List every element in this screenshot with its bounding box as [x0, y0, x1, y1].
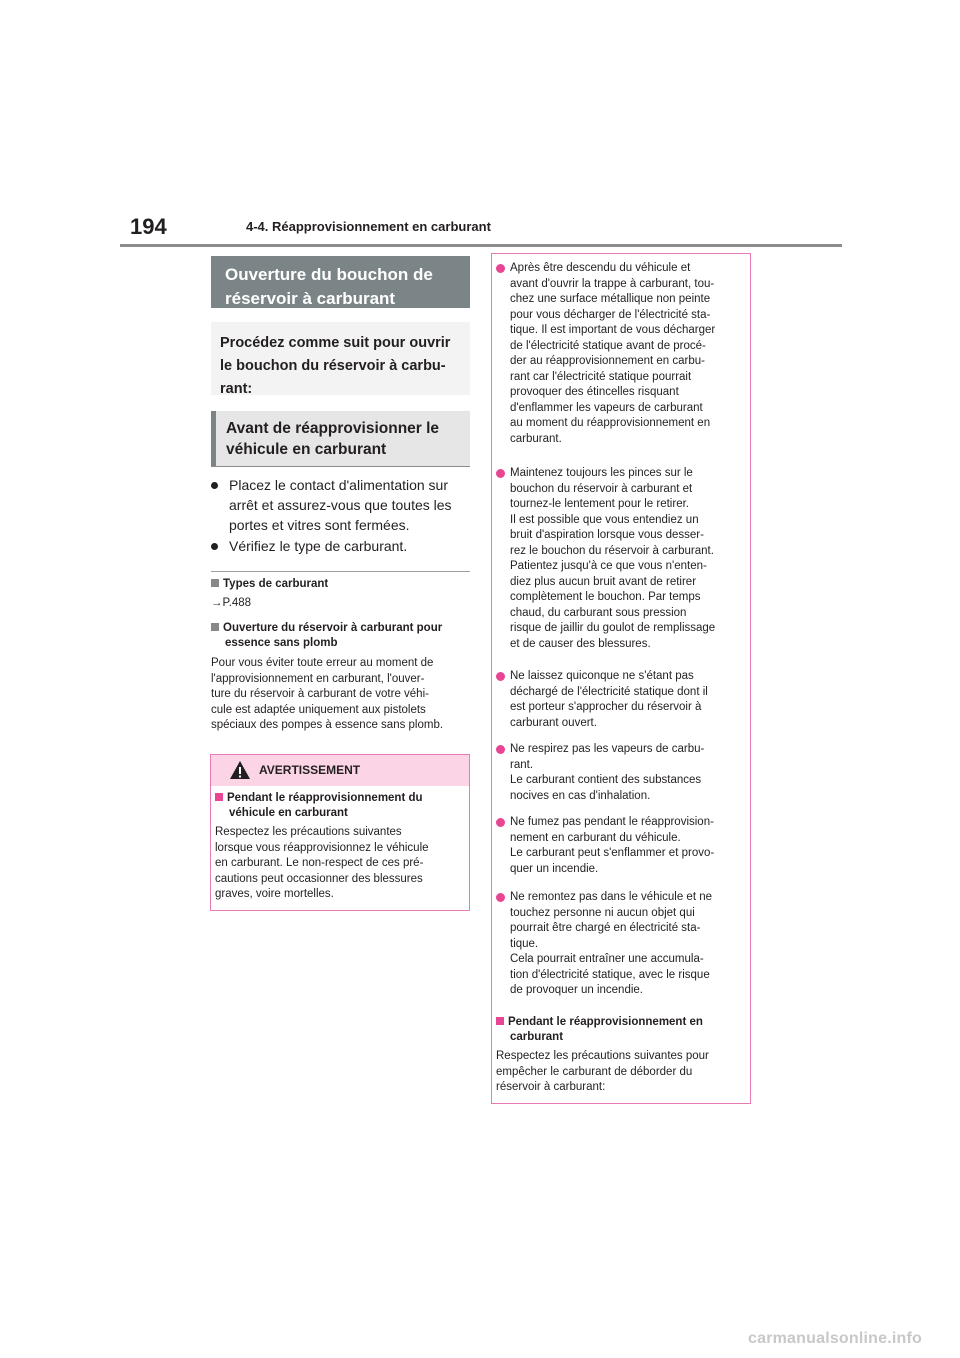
text-line: Ne laissez quiconque ne s'étant pas: [510, 670, 694, 682]
heading-ouverture-bouchon: [211, 256, 470, 308]
subheading-ouverture-reservoir: [211, 621, 473, 651]
bullet-dot-icon: [496, 672, 505, 681]
warning-subheading: [496, 1015, 748, 1045]
warning-list-item: [496, 815, 748, 877]
page-number: 194: [130, 214, 167, 239]
text-line: nement en carburant du véhicule.: [510, 831, 681, 844]
text-line: Respectez les précautions suivantes pour: [496, 1050, 709, 1062]
bullet-dot-icon: [496, 469, 505, 478]
bullet-line: Placez le contact d'alimentation sur: [229, 477, 449, 493]
text-line: quer un incendie.: [510, 862, 599, 875]
text-line: bruit d'aspiration lorsque vous desser-: [510, 529, 704, 541]
text-line: empêcher le carburant de déborder du: [496, 1065, 693, 1078]
text-line: risque de jaillir du goulot de remplissage: [510, 622, 716, 634]
section-title: 4-4. Réapprovisionnement en carburant: [246, 219, 491, 234]
text-line: tique. Il est important de vous décharger: [510, 324, 716, 336]
text-line: en carburant. Le non-respect de ces pré-: [215, 857, 424, 869]
bullet-dot-icon: [496, 818, 505, 827]
warning-paragraph: [215, 825, 467, 903]
subheading-text: Pendant le réapprovisionnement du: [227, 792, 423, 804]
text-line: carburant.: [510, 432, 562, 445]
warning-subheading: [215, 791, 465, 821]
divider: [211, 466, 470, 467]
text-line: Le carburant contient des substances: [510, 774, 702, 786]
intro-box: [211, 322, 470, 395]
text-line: tournez-le lentement pour le retirer.: [510, 498, 689, 510]
text-line: cule est adaptée uniquement aux pistolets: [211, 703, 426, 716]
warning-paragraph: [496, 1049, 748, 1096]
square-bullet-icon: [211, 623, 219, 631]
square-bullet-icon: [496, 1017, 504, 1025]
warning-list-item: [496, 669, 748, 731]
header-rule: [120, 244, 842, 247]
warning-banner: [211, 755, 469, 786]
bullet-line: arrêt et assurez-vous que toutes les: [229, 497, 452, 513]
subheading-text: essence sans plomb: [225, 637, 338, 649]
text-line: Respectez les précautions suivantes: [215, 826, 402, 838]
text-line: touchez personne ni aucun objet qui: [510, 906, 695, 919]
subheading-types-carburant: [211, 577, 473, 592]
intro-line: Procédez comme suit pour ouvrir: [220, 335, 451, 351]
paragraph-ouverture: [211, 656, 473, 734]
text-line: rez le bouchon du réservoir à carburant.: [510, 544, 714, 557]
text-line: est porteur s'approcher du réservoir à: [510, 701, 702, 713]
subheading-text: Pendant le réapprovisionnement en: [508, 1016, 703, 1028]
page-reference-link[interactable]: →P.488: [211, 597, 252, 609]
watermark: carmanualsonline.info: [748, 1330, 923, 1347]
warning-list-item: [496, 890, 748, 999]
bullet-dot-icon: [496, 745, 505, 754]
text-line: Le carburant peut s'enflammer et provo-: [510, 847, 715, 859]
text-line: de l'électricité statique avant de procé-: [510, 339, 706, 352]
text-line: ture du réservoir à carburant de votre véhi-: [211, 688, 429, 700]
square-bullet-icon: [215, 793, 223, 801]
text-line: cautions peut occasionner des blessures: [215, 872, 423, 885]
text-line: bouchon du réservoir à carburant et: [510, 482, 693, 495]
intro-line: le bouchon du réservoir à carbu-: [220, 358, 446, 374]
text-line: et de causer des blessures.: [510, 637, 651, 650]
text-line: l'approvisionnement en carburant, l'ouver-: [211, 672, 425, 685]
text-line: diez plus aucun bruit avant de retirer: [510, 575, 697, 588]
heading-line: véhicule en carburant: [226, 441, 387, 458]
bullet-dot-icon: [496, 893, 505, 902]
text-line: rant car l'électricité statique pourrait: [510, 370, 692, 383]
text-line: Maintenez toujours les pinces sur le: [510, 467, 693, 479]
text-line: provoquer des étincelles risquant: [510, 386, 679, 398]
text-line: pourrait être chargé en électricité sta-: [510, 922, 701, 934]
bullet-line: Vérifiez le type de carburant.: [229, 538, 408, 554]
heading-line: Ouverture du bouchon de: [225, 265, 433, 284]
subheading-text: Ouverture du réservoir à carburant pour: [223, 622, 443, 634]
text-line: Ne remontez pas dans le véhicule et ne: [510, 891, 713, 903]
text-line: Cela pourrait entraîner une accumula-: [510, 953, 704, 965]
text-line: Ne respirez pas les vapeurs de carbu-: [510, 743, 705, 755]
text-line: tique.: [510, 937, 539, 950]
text-line: réservoir à carburant:: [496, 1081, 606, 1093]
warning-list-item: [496, 742, 748, 804]
warning-box-continued: [491, 253, 751, 1104]
square-bullet-icon: [211, 579, 219, 587]
text-line: Patientez jusqu'à ce que vous n'enten-: [510, 560, 707, 572]
heading-avant-reapprovisionner: [211, 411, 470, 466]
text-line: pour vous décharger de l'électricité sta-: [510, 308, 711, 321]
text-line: graves, voire mortelles.: [215, 888, 334, 900]
bullet-dot-icon: [211, 543, 218, 550]
subheading-text: véhicule en carburant: [229, 807, 348, 819]
bullet-dot-icon: [496, 264, 505, 273]
text-line: de provoquer un incendie.: [510, 984, 643, 996]
intro-line: rant:: [220, 381, 253, 397]
warning-triangle-icon: [229, 760, 251, 780]
bullet-line: portes et vitres sont fermées.: [229, 517, 410, 533]
subheading-text: Types de carburant: [223, 578, 329, 590]
warning-list-item: [496, 261, 748, 447]
heading-line: Avant de réapprovisionner le: [226, 420, 440, 437]
text-line: Pour vous éviter toute erreur au moment de: [211, 657, 434, 669]
text-line: carburant ouvert.: [510, 716, 597, 729]
text-line: au moment du réapprovisionnement en: [510, 417, 711, 429]
text-line: avant d'ouvrir la trappe à carburant, tou-: [510, 277, 715, 290]
heading-line: réservoir à carburant: [225, 289, 396, 308]
text-line: chez une surface métallique non peinte: [510, 293, 711, 305]
text-line: rant.: [510, 758, 534, 771]
bullet-dot-icon: [211, 482, 218, 489]
text-line: déchargé de l'électricité statique dont il: [510, 685, 708, 698]
warning-list-item: [496, 466, 748, 652]
text-line: Ne fumez pas pendant le réapprovision-: [510, 816, 714, 828]
text-line: nocives en cas d'inhalation.: [510, 789, 651, 802]
text-line: Il est possible que vous entendiez un: [510, 513, 699, 526]
text-line: complètement le bouchon. Par temps: [510, 591, 701, 603]
text-line: spéciaux des pompes à essence sans plomb.: [211, 719, 444, 731]
text-line: der au réapprovisionnement en carbu-: [510, 355, 705, 367]
subheading-text: carburant: [510, 1031, 564, 1043]
text-line: d'enflammer les vapeurs de carburant: [510, 401, 703, 414]
list-item: [211, 536, 473, 556]
text-line: Après être descendu du véhicule et: [510, 262, 691, 274]
text-line: tion d'électricité statique, avec le risque: [510, 968, 710, 981]
warning-box: [210, 754, 470, 911]
list-item: [211, 475, 473, 535]
text-line: lorsque vous réapprovisionnez le véhicule: [215, 841, 429, 854]
warning-title: AVERTISSEMENT: [259, 763, 361, 777]
divider: [211, 571, 470, 572]
text-line: chaud, du carburant sous pression: [510, 606, 687, 619]
